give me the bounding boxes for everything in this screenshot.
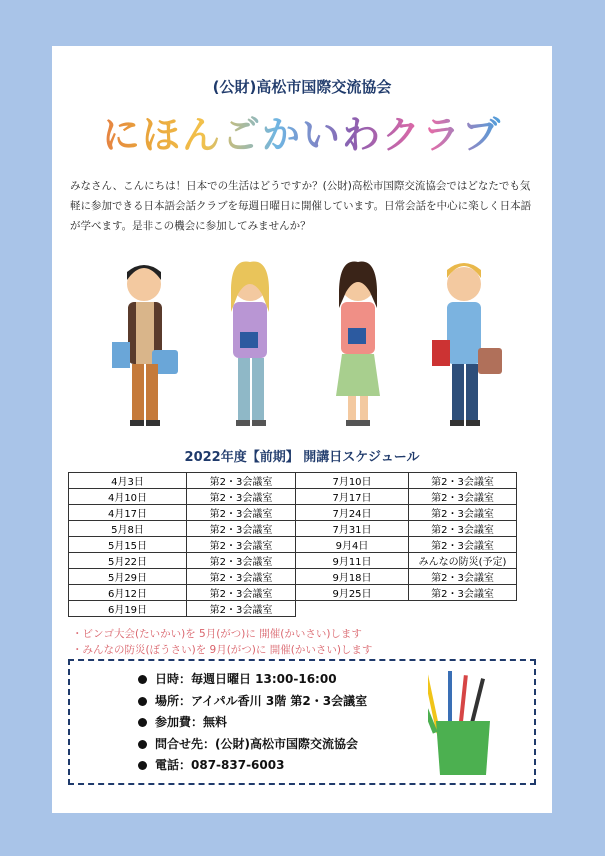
- note-bingo: ・ビンゴ大会(たいかい)を 5月(がつ)に 開催(かいさい)します: [72, 628, 362, 640]
- schedule-date: 7月24日: [296, 505, 409, 521]
- info-contact: 問合せ先：(公財)高松市国際交流協会: [138, 734, 367, 756]
- schedule-room: 第2・3会議室: [409, 473, 517, 489]
- bullet-icon: [138, 697, 147, 706]
- schedule-date: 6月19日: [69, 601, 187, 617]
- info-fee: 参加費：無料: [138, 712, 367, 734]
- info-box: [68, 659, 536, 785]
- organization-name: (公財)高松市国際交流協会: [212, 78, 392, 96]
- schedule-date: [296, 601, 409, 617]
- schedule-room: 第2・3会議室: [187, 489, 296, 505]
- student-3-figure: [336, 262, 380, 426]
- bullet-icon: [138, 718, 147, 727]
- bullet-icon: [138, 761, 147, 770]
- schedule-date: 5月8日: [69, 521, 187, 537]
- student-4-figure: [432, 263, 502, 426]
- note-bousai: ・みんなの防災(ぼうさい)を 9月(がつ)に 開催(かいさい)します: [72, 644, 373, 656]
- schedule-row: [69, 553, 517, 569]
- schedule-room: 第2・3会議室: [187, 521, 296, 537]
- schedule-date: 6月12日: [69, 585, 187, 601]
- pen-cup-icon: [428, 671, 508, 779]
- schedule-date: 5月22日: [69, 553, 187, 569]
- schedule-date: 5月29日: [69, 569, 187, 585]
- schedule-title: 2022年度【前期】 開講日スケジュール: [184, 450, 420, 465]
- schedule-date: 9月25日: [296, 585, 409, 601]
- students-illustration: [102, 254, 512, 432]
- info-phone: 電話：087-837-6003: [138, 755, 367, 777]
- schedule-row: [69, 537, 517, 553]
- schedule-room: 第2・3会議室: [409, 505, 517, 521]
- schedule-row: [69, 601, 517, 617]
- student-2-figure: [231, 262, 269, 426]
- schedule-date: 7月17日: [296, 489, 409, 505]
- bullet-icon: [138, 675, 147, 684]
- bullet-icon: [138, 740, 147, 749]
- schedule-room: 第2・3会議室: [409, 521, 517, 537]
- schedule-date: 5月15日: [69, 537, 187, 553]
- schedule-date: 7月31日: [296, 521, 409, 537]
- notes: [72, 626, 372, 658]
- student-1-figure: [112, 265, 178, 426]
- info-place: 場所：アイパル香川 3階 第2・3会議室: [138, 691, 367, 713]
- intro-paragraph: みなさん、こんにちは！日本での生活はどうですか？(公財)高松市国際交流協会ではどなたでも気軽に参加できる日本語会話クラブを毎週日曜日に開催しています。日常会話を中心に楽しく日本語が学べます。是非この機会に参加してみませんか？: [70, 180, 532, 232]
- schedule-room: 第2・3会議室: [409, 489, 517, 505]
- schedule-row: [69, 585, 517, 601]
- schedule-room: [409, 601, 517, 617]
- schedule-date: 7月10日: [296, 473, 409, 489]
- schedule-room: みんなの防災(予定): [409, 553, 517, 569]
- schedule-date: 4月3日: [69, 473, 187, 489]
- flyer-sheet: [52, 46, 552, 813]
- schedule-room: 第2・3会議室: [187, 473, 296, 489]
- flyer-title: にほんごかいわクラブ: [52, 104, 552, 159]
- schedule-room: 第2・3会議室: [409, 585, 517, 601]
- schedule-room: 第2・3会議室: [187, 537, 296, 553]
- schedule-date: 9月4日: [296, 537, 409, 553]
- schedule-room: 第2・3会議室: [187, 585, 296, 601]
- schedule-date: 4月17日: [69, 505, 187, 521]
- schedule-row: [69, 473, 517, 489]
- schedule-table: [68, 472, 517, 617]
- schedule-row: [69, 521, 517, 537]
- schedule-date: 4月10日: [69, 489, 187, 505]
- schedule-row: [69, 505, 517, 521]
- schedule-row: [69, 569, 517, 585]
- schedule-date: 9月11日: [296, 553, 409, 569]
- schedule-room: 第2・3会議室: [187, 569, 296, 585]
- schedule-date: 9月18日: [296, 569, 409, 585]
- schedule-room: 第2・3会議室: [409, 569, 517, 585]
- schedule-room: 第2・3会議室: [409, 537, 517, 553]
- info-datetime: 日時：毎週日曜日 13:00-16:00: [138, 669, 367, 691]
- schedule-room: 第2・3会議室: [187, 553, 296, 569]
- schedule-room: 第2・3会議室: [187, 505, 296, 521]
- schedule-row: [69, 489, 517, 505]
- schedule-room: 第2・3会議室: [187, 601, 296, 617]
